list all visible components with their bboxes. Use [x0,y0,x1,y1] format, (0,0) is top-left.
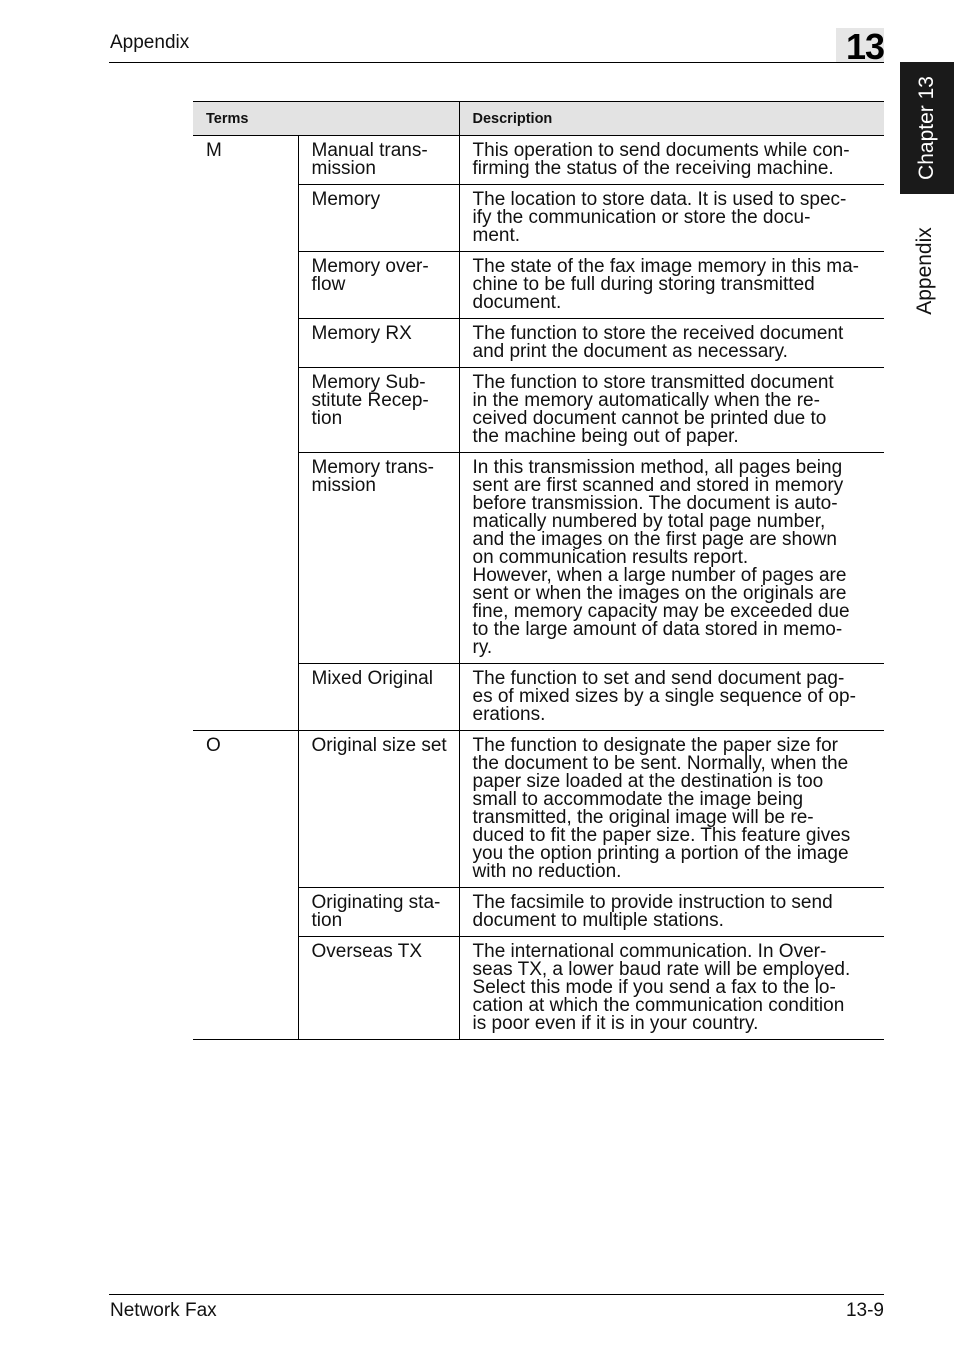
description-text: The facsimile to provide instruction to send document to multiple stations. [472,892,833,931]
description-cell [459,252,884,319]
term-cell [298,937,459,1040]
description-text: The function to designate the paper size for the document to be sent. Normally, when the paper size loaded at the destination is too small to accommodate the image being transmitted, the original image will be re- duced to fit the paper size. This feature gives you the option printing a portion of the image with no reduction. [472,735,851,882]
description-cell [459,888,884,937]
term-cell [298,319,459,368]
description-text: The function to store the received document and print the document as necessary. [472,323,844,362]
footer-page-number: 13-9 [845,1300,884,1321]
header-rule [109,62,884,63]
description-text: The function to store transmitted document in the memory automatically when the re- ceived document cannot be printed due to the machine being out of paper. [472,372,834,447]
term-text: Manual trans- mission [311,140,428,179]
footer-document-title: Network Fax [110,1300,217,1321]
description-cell [459,937,884,1040]
term-cell [298,453,459,664]
description-text: The state of the fax image memory in this ma- chine to be full during storing transmitted document. [472,256,860,313]
side-tab-chapter-label: Chapter 13 [915,76,938,180]
header-title: Appendix [110,32,190,53]
table-row [193,731,884,888]
column-header-terms: Terms [193,102,459,136]
term-text: Memory Sub- stitute Recep- tion [311,372,429,429]
description-cell [459,368,884,453]
term-text: Memory over- flow [311,256,429,295]
term-text: Overseas TX [311,941,423,962]
term-cell [298,136,459,185]
terms-table [193,101,884,1040]
table-row [193,136,884,185]
term-cell [298,185,459,252]
description-cell [459,453,884,664]
term-cell [298,888,459,937]
table-body [193,136,884,1040]
term-cell [298,664,459,731]
column-header-description: Description [459,102,884,136]
side-tab-section-label: Appendix [913,227,936,315]
term-text: Mixed Original [311,668,433,689]
term-text: Memory [311,189,381,210]
description-text: In this transmission method, all pages being sent are first scanned and stored in memory before transmission. The document is auto- matically numbered by total page number, and the images on the first page are shown on communication results report. However, when a large number of pages are sent or when the images on the originals are fine, memory capacity may be exceeded due to the large amount of data stored in memo- ry. [472,457,850,658]
description-cell [459,664,884,731]
description-cell [459,319,884,368]
description-text: The international communication. In Over- seas TX, a lower baud rate will be employed. Select this mode if you send a fax to the lo- cation at which the communication condition is poor even if it is in your country. [472,941,851,1034]
term-text: Original size set [311,735,447,756]
description-text: This operation to send documents while con- firming the status of the receiving machine. [472,140,850,179]
description-text: The function to set and send document pag- es of mixed sizes by a single sequence of op- erations. [472,668,856,725]
term-text: Memory trans- mission [311,457,434,496]
term-text: Originating sta- tion [311,892,441,931]
chapter-number-badge: 13 [836,28,884,62]
description-cell [459,731,884,888]
footer-rule [109,1294,884,1295]
term-cell [298,252,459,319]
description-text: The location to store data. It is used to spec- ify the communication or store the docu- ment. [472,189,847,246]
term-cell [298,731,459,888]
table-header-row [193,102,884,136]
group-letter: M [193,136,298,731]
description-cell [459,185,884,252]
term-cell [298,368,459,453]
group-letter: O [193,731,298,1040]
term-text: Memory RX [311,323,412,344]
description-cell [459,136,884,185]
